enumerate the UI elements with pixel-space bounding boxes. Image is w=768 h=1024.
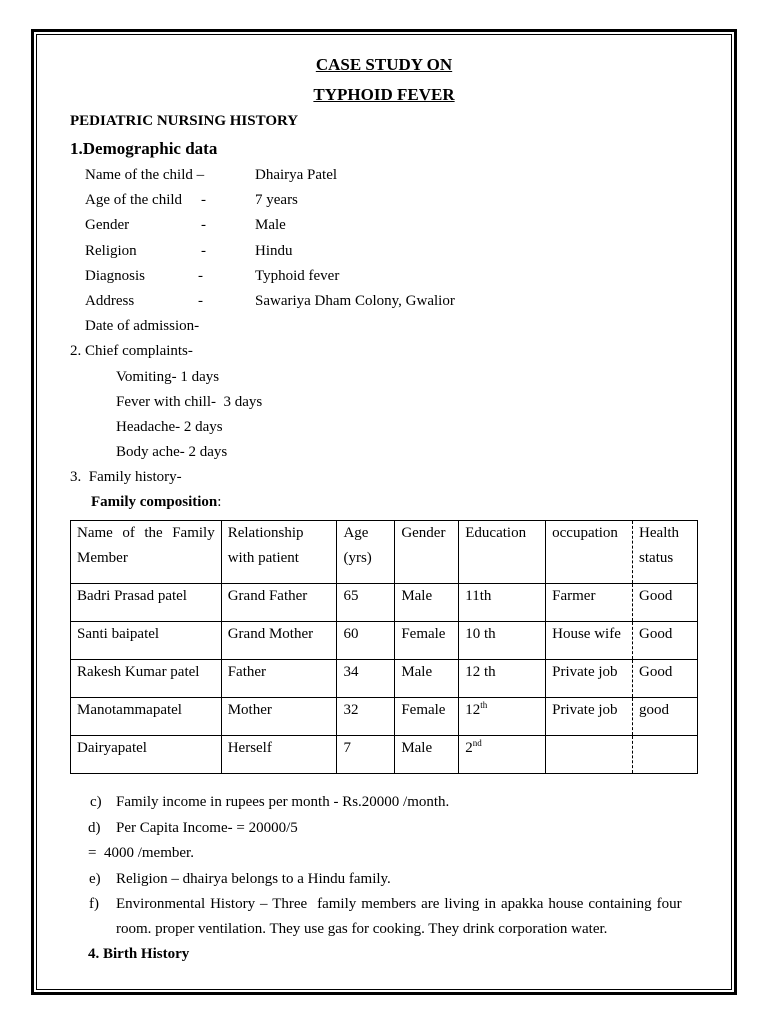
cell-occupation: House wife	[546, 622, 633, 660]
note-per-capita: Per Capita Income- = 20000/5	[116, 820, 298, 836]
cell-occupation: Private job	[546, 698, 633, 736]
cell-name: Rakesh Kumar patel	[71, 660, 222, 698]
note-per-capita-result: = 4000 /member.	[88, 845, 194, 861]
demo-label-admission: Date of admission-	[85, 318, 200, 334]
cell-education: 10 th	[459, 622, 546, 660]
cell-relationship: Herself	[221, 736, 337, 774]
family-composition-label	[91, 494, 221, 511]
table-header-row	[71, 521, 698, 584]
demo-label-diagnosis: Diagnosis	[85, 268, 145, 284]
cell-name: Dairyapatel	[71, 736, 222, 774]
family-composition-text: Family composition	[91, 494, 218, 510]
header-cell-occupation: occupation	[546, 521, 633, 584]
note-marker-f: f)	[89, 896, 99, 912]
cell-health: Good	[633, 660, 698, 698]
family-composition-colon: :	[217, 494, 222, 510]
note-marker-c: c)	[90, 794, 102, 810]
cell-gender: Male	[395, 660, 459, 698]
table-row	[71, 622, 698, 660]
demo-label-religion: Religion	[85, 243, 137, 259]
cell-name: Badri Prasad patel	[71, 584, 222, 622]
header-cell-age: Age (yrs)	[337, 521, 395, 584]
title-line-1: CASE STUDY ON	[315, 55, 453, 74]
demo-label-age: Age of the child	[85, 192, 183, 208]
demo-value-name: Dhairya Patel	[255, 167, 338, 183]
note-income: Family income in rupees per month - Rs.20000 /month.	[116, 794, 450, 810]
demo-value-address: Sawariya Dham Colony, Gwalior	[255, 293, 455, 309]
cell-health	[633, 736, 698, 774]
table-row	[71, 698, 698, 736]
demo-value-religion: Hindu	[255, 243, 293, 259]
complaint-item: Headache- 2 days	[116, 419, 223, 435]
cell-name: Manotammapatel	[71, 698, 222, 736]
cell-education: 12 th	[459, 660, 546, 698]
table-row	[71, 660, 698, 698]
cell-gender: Male	[395, 736, 459, 774]
table-row	[71, 736, 698, 774]
cell-relationship: Mother	[221, 698, 337, 736]
header-cell-relationship: Relationship with patient	[221, 521, 337, 584]
header-cell-gender: Gender	[395, 521, 459, 584]
cell-education: 2nd	[459, 736, 546, 774]
cell-relationship: Grand Father	[221, 584, 337, 622]
cell-education: 12th	[459, 698, 546, 736]
note-marker-e: e)	[89, 871, 101, 887]
cell-occupation	[546, 736, 633, 774]
demo-label-name: Name of the child –	[85, 167, 205, 183]
note-marker-d: d)	[88, 820, 101, 836]
demo-value-diagnosis: Typhoid fever	[255, 268, 340, 284]
cell-gender: Female	[395, 622, 459, 660]
demo-dash-gender: -	[201, 217, 206, 233]
demo-dash-religion: -	[201, 243, 206, 259]
family-composition-table	[70, 520, 698, 774]
header-cell-health: Health status	[633, 521, 698, 584]
cell-relationship: Grand Mother	[221, 622, 337, 660]
demo-label-gender: Gender	[85, 217, 130, 233]
demo-value-age: 7 years	[255, 192, 298, 208]
demo-dash-age: -	[201, 192, 206, 208]
header-cell-education: Education	[459, 521, 546, 584]
cell-health: Good	[633, 622, 698, 660]
cell-age: 65	[337, 584, 395, 622]
title-line-2: TYPHOID FEVER	[313, 85, 455, 104]
complaint-item: Fever with chill- 3 days	[116, 394, 263, 410]
complaint-item: Body ache- 2 days	[116, 444, 228, 460]
family-history-heading: 3. Family history-	[70, 469, 182, 485]
demo-dash-address: -	[198, 293, 203, 309]
cell-occupation: Farmer	[546, 584, 633, 622]
demo-label-address: Address	[85, 293, 135, 309]
table-row	[71, 584, 698, 622]
demographic-heading: 1.Demographic data	[70, 139, 218, 158]
cell-age: 34	[337, 660, 395, 698]
chief-complaints-heading: 2. Chief complaints-	[70, 343, 193, 359]
cell-age: 32	[337, 698, 395, 736]
birth-history-heading: 4. Birth History	[88, 946, 190, 962]
complaint-item: Vomiting- 1 days	[116, 369, 220, 385]
cell-occupation: Private job	[546, 660, 633, 698]
note-religion: Religion – dhairya belongs to a Hindu family.	[116, 871, 391, 887]
cell-relationship: Father	[221, 660, 337, 698]
cell-gender: Female	[395, 698, 459, 736]
cell-education: 11th	[459, 584, 546, 622]
cell-health: good	[633, 698, 698, 736]
demo-value-gender: Male	[255, 217, 286, 233]
cell-age: 7	[337, 736, 395, 774]
note-environment-line-1: Environmental History – Three family members are living in apakka house containing four	[116, 896, 682, 912]
cell-gender: Male	[395, 584, 459, 622]
demo-dash-diagnosis: -	[198, 268, 203, 284]
cell-age: 60	[337, 622, 395, 660]
note-environment-line-2: room. proper ventilation. They use gas for cooking. They drink corporation water.	[116, 921, 608, 937]
cell-health: Good	[633, 584, 698, 622]
cell-name: Santi baipatel	[71, 622, 222, 660]
section-heading: PEDIATRIC NURSING HISTORY	[70, 113, 299, 129]
header-cell-name: Name of the Family Member	[71, 521, 222, 584]
